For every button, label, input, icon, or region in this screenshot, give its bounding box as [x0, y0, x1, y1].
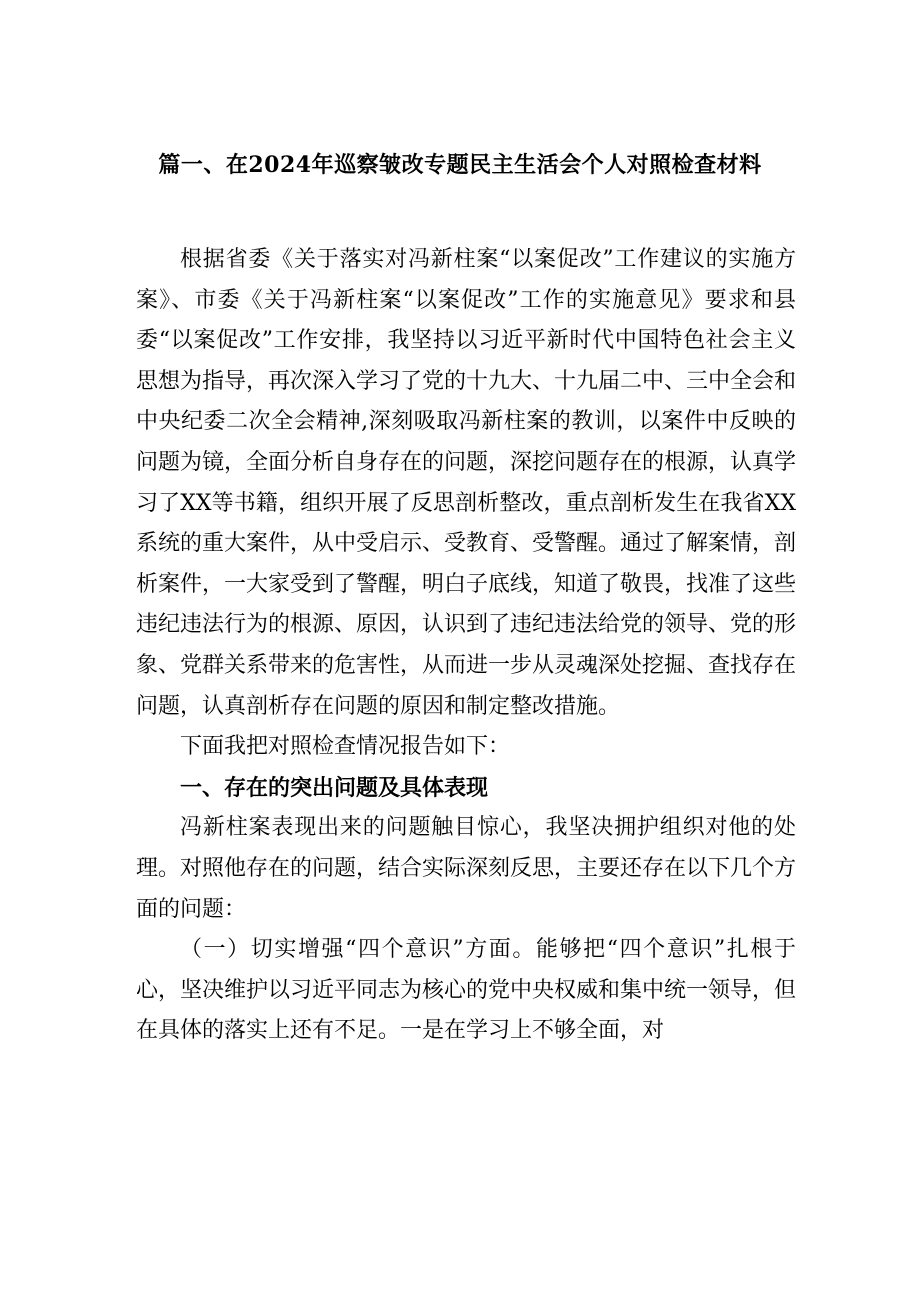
- section-heading-problems: 一、存在的突出问题及具体表现: [180, 774, 489, 801]
- paragraph-report-lead: 下面我把对照检查情况报告如下：: [180, 734, 511, 760]
- paragraph-intro: 根据省委《关于落实对冯新柱案“以案促改”工作建议的实施方案》、市委《关于冯新柱案“以案促改”工作的实施意见》要求和县委“以案促改”工作安排，我坚持以习近平新时代中国特色社会主义思想为指导，再次深入学习了党的十九大、十九届二中、三中全会和中央纪委二次全会精神,深刻吸取冯新柱案的教训，以案件中反映的问题为镜，全面分析自身存在的问题，深挖问题存在的根源，认真学习了XX等书籍，组织开展了反思剖析整改，重点剖析发生在我省XX系统的重大案件，从中受启示、受教育、受警醒。通过了解案情，剖析案件，一大家受到了警醒，明白子底线，知道了敬畏，找准了这些违纪违法行为的根源、原因，认识到了违纪违法给党的领导、党的形象、党群关系带来的危害性，从而进一步从灵魂深处挖掘、查找存在问题，认真剖析存在问题的原因和制定整改措施。: [136, 247, 797, 719]
- document-title: 篇一、在2024年巡察皱改专题民主生活会个人对照检查材料: [158, 152, 762, 178]
- paragraph-problems-overview: 冯新柱案表现出来的问题触目惊心，我坚决拥护组织对他的处理。对照他存在的问题，结合实际深刻反思，主要还存在以下几个方面的问题：: [136, 815, 797, 922]
- document-body: [136, 240, 796, 1052]
- paragraph-four-consciousness: （一）切实增强“四个意识”方面。能够把“四个意识”扎根于心，坚决维护以习近平同志为核心的党中央权威和集中统一领导，但在具体的落实上还有不足。一是在学习上不够全面，对: [136, 937, 797, 1044]
